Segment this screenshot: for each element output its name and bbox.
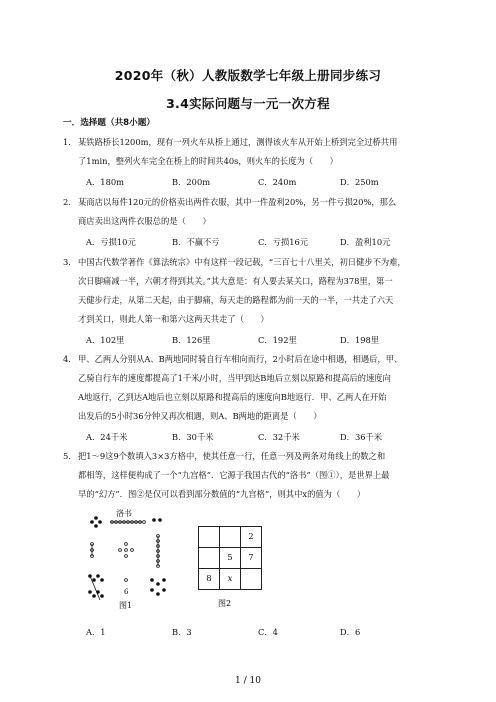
question-number: 5． xyxy=(63,451,77,461)
figure-label: 图1 xyxy=(119,601,133,610)
option-c: C．4 xyxy=(258,627,278,637)
option-d: D．36千米 xyxy=(340,432,383,442)
question-text: 把1～9这9个数填入3×3方格中，使其任意一行，任意一列及两条对角线上的数之和 xyxy=(78,451,386,461)
option-b: B．不赢不亏 xyxy=(172,237,220,247)
grid-cell: 7 xyxy=(241,548,262,569)
question-text: 天健步行走，从第二天起，由于脚痛，每天走的路程都为前一天的一半，一共走了六天 xyxy=(78,295,394,305)
option-d: D．盈利10元 xyxy=(340,237,391,247)
question-number: 3． xyxy=(63,257,77,267)
luoshu-bottom-number: 6 xyxy=(124,588,129,596)
figure-label: 图2 xyxy=(218,599,232,608)
option-c: C．32千米 xyxy=(258,432,300,442)
section-heading: 一．选择题（共8小题） xyxy=(63,118,155,128)
option-c: C．240m xyxy=(258,177,297,187)
option-a: A．102里 xyxy=(86,335,125,345)
question-text: 出发后的5小时36分钟又再次相遇，则A、B两地的距离是（ ） xyxy=(78,411,322,421)
option-d: D．198里 xyxy=(340,335,380,345)
question-text: 才到关口，则此人第一和第六这两天共走了（ ） xyxy=(78,314,269,324)
question-text: 某铁路桥长1200m，现有一列火车从桥上通过，测得该火车从开始上桥到完全过桥共用 xyxy=(78,137,398,147)
option-b: B．200m xyxy=(172,177,211,187)
option-a: A．1 xyxy=(86,627,106,637)
grid-cell xyxy=(199,527,220,548)
page-number: 1 / 10 xyxy=(235,676,261,686)
option-d: D．6 xyxy=(340,627,361,637)
option-b: B．3 xyxy=(172,627,192,637)
grid-cell: 8 xyxy=(199,569,220,590)
magic-square-figure xyxy=(198,526,262,608)
figure-caption: 洛书 xyxy=(116,509,132,518)
grid-cell: 2 xyxy=(241,527,262,548)
question-text: 甲、乙两人分别从A、B两地同时骑自行车相向而行，2小时后在途中相遇，相遇后，甲、 xyxy=(78,354,403,364)
option-a: A．180m xyxy=(86,177,124,187)
question-text: 次日脚痛减一半，六朝才得到其关。”其大意是：有人要去某关口，路程为378里，第一 xyxy=(78,276,393,286)
luoshu-dots-icon xyxy=(86,514,166,614)
magic-square-grid xyxy=(198,526,262,590)
option-c: C．亏损16元 xyxy=(258,237,309,247)
question-text: 某商店以每件120元的价格卖出两件衣服，其中一件盈利20%，另一件亏损20%，那么 xyxy=(78,197,397,207)
grid-cell xyxy=(220,527,241,548)
document-title: 2020年（秋）人教版数学七年级上册同步练习 xyxy=(114,68,382,83)
grid-cell: 5 xyxy=(220,548,241,569)
option-d: D．250m xyxy=(340,177,379,187)
question-text: 了1min，整列火车完全在桥上的时间共40s，则火车的长度为（ ） xyxy=(78,156,338,166)
question-text: A地返行，乙到达A地后也立刻以原路和提高后的速度向B地返行．甲、乙两人在开始 xyxy=(78,392,387,402)
grid-cell xyxy=(199,548,220,569)
question-number: 1． xyxy=(63,137,77,147)
document-subtitle: 3.4实际问题与一元一次方程 xyxy=(166,96,330,111)
question-text: 商店卖出这两件衣服总的是（ ） xyxy=(78,216,211,226)
luoshu-figure xyxy=(86,500,166,612)
question-number: 4． xyxy=(63,354,77,364)
grid-cell xyxy=(241,569,262,590)
grid-cell: x xyxy=(220,569,241,590)
question-text: 都相等，这样便构成了一个“九宫格”．它源于我国古代的“洛书”（图①），是世界上最 xyxy=(78,470,390,480)
question-text: 早的“幻方”．图②是仅可以看到部分数值的“九宫格”，则其中x的值为（ ） xyxy=(78,489,366,499)
option-b: B．126里 xyxy=(172,335,211,345)
question-number: 2． xyxy=(63,197,77,207)
option-a: A．亏损10元 xyxy=(86,237,136,247)
option-c: C．192里 xyxy=(258,335,297,345)
question-text: 乙骑自行车的速度都提高了1千米/小时，当甲到达B地后立刻以原路和提高后的速度向 xyxy=(78,373,391,383)
option-a: A．24千米 xyxy=(86,432,128,442)
question-text: 中国古代数学著作《算法统宗》中有这样一段记载，“三百七十八里关，初日健步不为难， xyxy=(78,257,406,267)
option-b: B．30千米 xyxy=(172,432,214,442)
